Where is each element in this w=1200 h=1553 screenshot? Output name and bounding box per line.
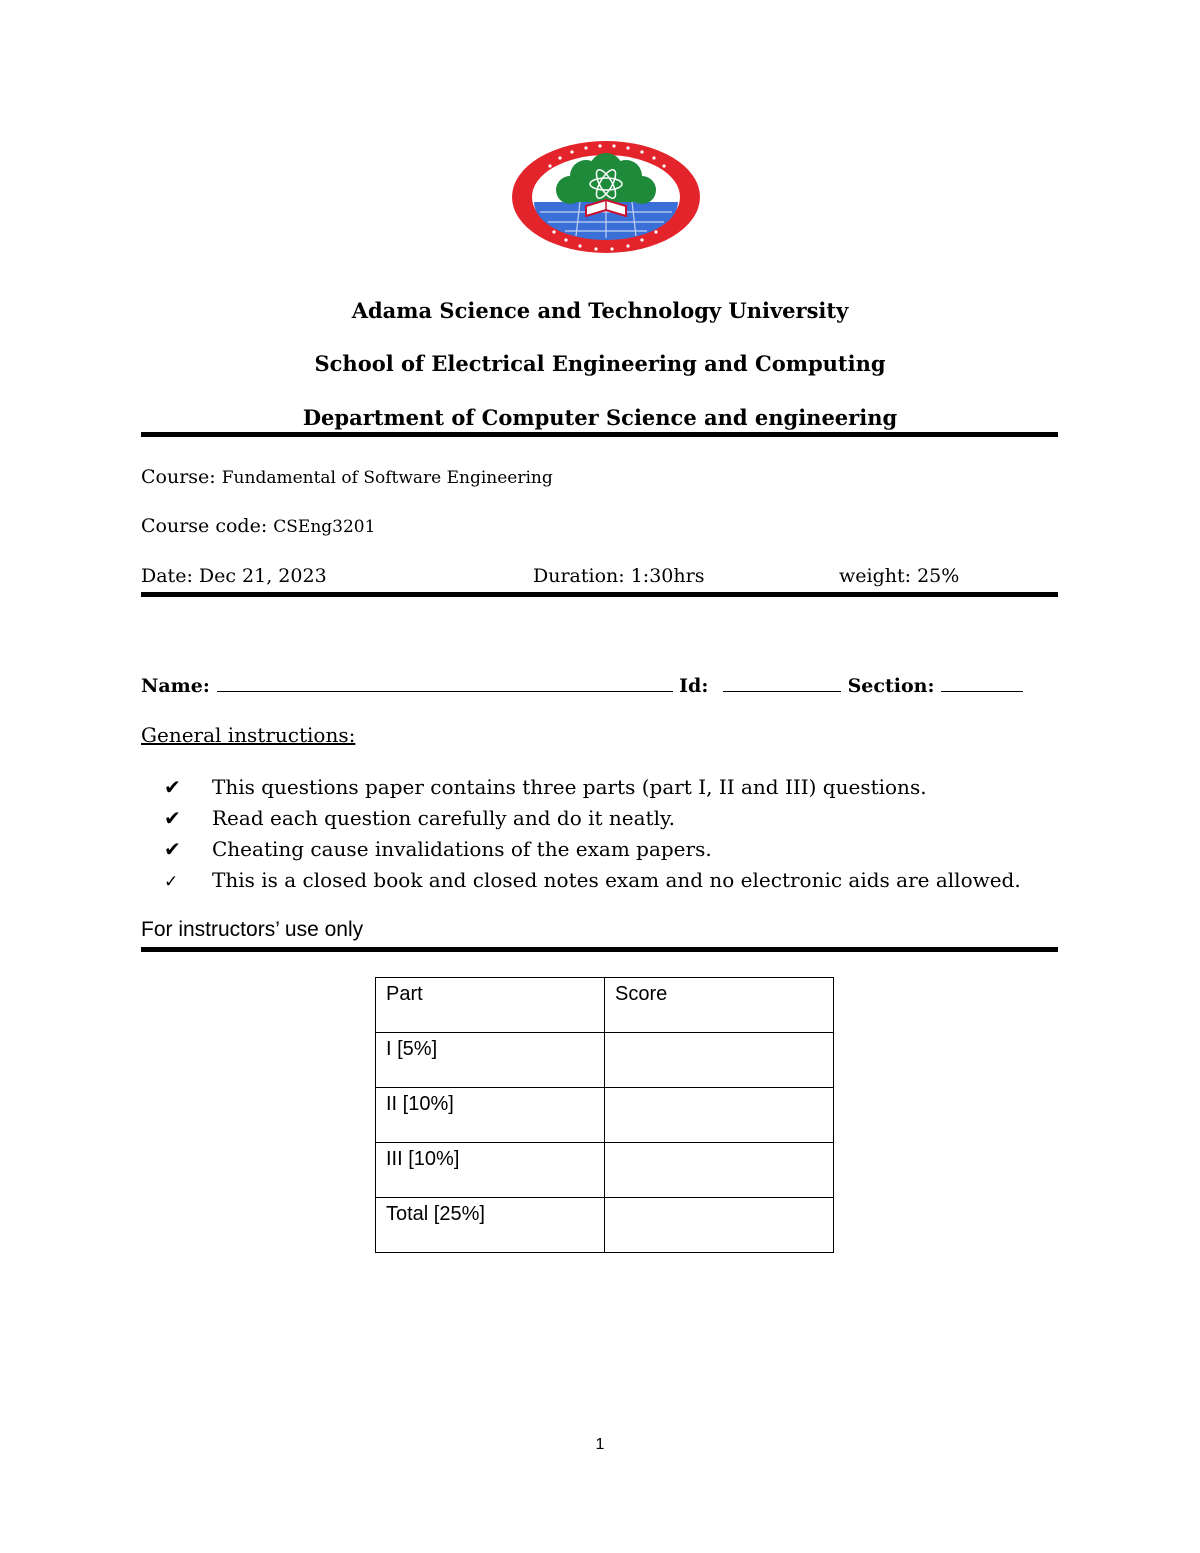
checkmark-icon: ✔ [164,806,181,830]
weight-field [839,565,959,587]
duration-field [533,565,704,587]
date-field [141,565,327,587]
date-value: Dec 21, 2023 [198,565,327,587]
part-cell: III [10%] [376,1143,605,1198]
score-cell[interactable] [605,1088,834,1143]
name-input[interactable] [217,673,673,692]
column-header-part: Part [376,978,605,1033]
part-cell: Total [25%] [376,1198,605,1253]
duration-label: Duration: [533,565,625,587]
course-code: CSEng3201 [273,517,376,537]
header-divider [141,432,1058,437]
score-cell[interactable] [605,1143,834,1198]
course-title: Fundamental of Software Engineering [221,468,553,488]
table-row [376,1088,834,1143]
university-logo [510,140,702,255]
score-cell[interactable] [605,1198,834,1253]
table-header-row [376,978,834,1033]
name-label: Name: [141,675,210,697]
instructors-title: For instructors’ use only [141,918,364,941]
course-code-line [141,515,375,537]
duration-value: 1:30hrs [630,565,705,587]
id-label: Id: [679,675,709,697]
instructions-list [164,772,1021,896]
list-item: ✔ Cheating cause invalidations of the exam papers. [164,834,1021,865]
university-name: Adama Science and Technology University [351,298,849,323]
course-code-label: Course code: [141,515,268,537]
list-item: ✔ This questions paper contains three parts (part I, II and III) questions. [164,772,1021,803]
score-cell[interactable] [605,1033,834,1088]
student-fields [141,673,1023,697]
school-name: School of Electrical Engineering and Computing [314,351,886,376]
checkmark-icon: ✓ [164,872,179,892]
table-row [376,1198,834,1253]
instructions-title: General instructions: [141,723,356,747]
column-header-score: Score [605,978,834,1033]
part-cell: II [10%] [376,1088,605,1143]
list-item: ✓ This is a closed book and closed notes exam and no electronic aids are allowed. [164,865,1021,896]
date-label: Date: [141,565,193,587]
section-label: Section: [847,675,935,697]
checkmark-icon: ✔ [164,775,181,799]
table-row [376,1033,834,1088]
score-table [375,977,834,1253]
instructors-divider [141,947,1058,952]
part-cell: I [5%] [376,1033,605,1088]
weight-label: weight: [839,565,912,587]
id-input[interactable] [723,673,841,692]
weight-value: 25% [917,565,960,587]
course-divider [141,592,1058,597]
course-label: Course: [141,466,216,488]
page-number: 1 [595,1436,605,1453]
course-line [141,466,553,488]
table-row [376,1143,834,1198]
section-input[interactable] [941,673,1023,692]
list-item: ✔ Read each question carefully and do it neatly. [164,803,1021,834]
department-name: Department of Computer Science and engineering [302,405,898,430]
checkmark-icon: ✔ [164,837,181,861]
